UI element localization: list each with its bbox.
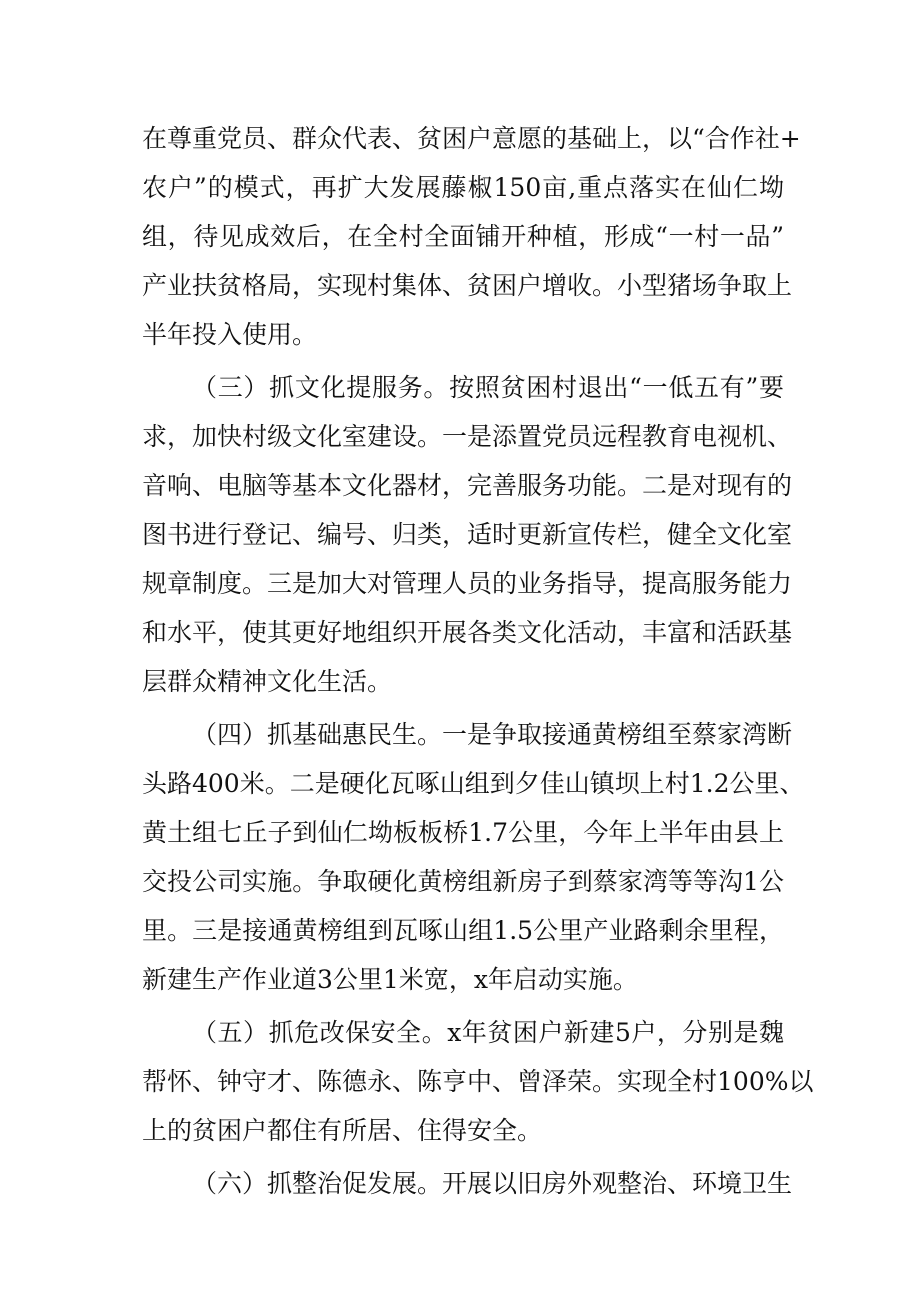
paragraph-3 [142, 710, 805, 1004]
text-line: 新建生产作业道3公里1米宽，x年启动实施。 [142, 965, 638, 994]
paragraph-heading-line: （六）抓整治促发展。开展以旧房外观整治、环境卫生 [192, 1169, 793, 1198]
paragraph-heading-line: （四）抓基础惠民生。一是争取接通黄榜组至蔡家湾断 [192, 720, 793, 749]
text-line: 图书进行登记、编号、归类，适时更新宣传栏，健全文化室 [142, 520, 793, 549]
text-line: 黄土组七丘子到仙仁坳板板桥1.7公里，今年上半年由县上 [142, 818, 784, 847]
text-line: 求，加快村级文化室建设。一是添置党员远程教育电视机、 [142, 422, 793, 451]
text-line: 在尊重党员、群众代表、贫困户意愿的基础上，以“合作社+ [142, 124, 801, 153]
text-line: 农户”的模式，再扩大发展藤椒150亩,重点落实在仙仁坳 [142, 173, 784, 202]
paragraph-heading-line: （三）抓文化提服务。按照贫困村退出“一低五有”要 [192, 373, 784, 402]
paragraph-2 [142, 363, 793, 706]
paragraph-4 [142, 1008, 814, 1155]
document-body [142, 114, 814, 1208]
paragraph-5 [142, 1159, 793, 1208]
text-line: 头路400米。二是硬化瓦啄山组到夕佳山镇坝上村1.2公里、 [142, 769, 805, 798]
text-line: 帮怀、钟守才、陈德永、陈亨中、曾泽荣。实现全村100%以 [142, 1067, 814, 1096]
text-line: 产业扶贫格局，实现村集体、贫困户增收。小型猪场争取上 [142, 271, 793, 300]
text-line: 上的贫困户都住有所居、住得安全。 [142, 1116, 543, 1145]
paragraph-1 [142, 114, 801, 359]
text-line: 层群众精神文化生活。 [142, 667, 393, 696]
text-line: 音响、电脑等基本文化器材，完善服务功能。二是对现有的 [142, 471, 793, 500]
text-line: 里。三是接通黄榜组到瓦啄山组1.5公里产业路剩余里程， [142, 916, 784, 945]
text-line: 规章制度。三是加大对管理人员的业务指导，提高服务能力 [142, 569, 793, 598]
text-line: 半年投入使用。 [142, 320, 318, 349]
text-line: 交投公司实施。争取硬化黄榜组新房子到蔡家湾等等沟1公 [142, 867, 784, 896]
text-line: 和水平，使其更好地组织开展各类文化活动，丰富和活跃基 [142, 618, 793, 647]
text-line: 组，待见成效后，在全村全面铺开种植，形成“一村一品” [142, 222, 784, 251]
paragraph-heading-line: （五）抓危改保安全。x年贫困户新建5户，分别是魏 [192, 1018, 784, 1047]
